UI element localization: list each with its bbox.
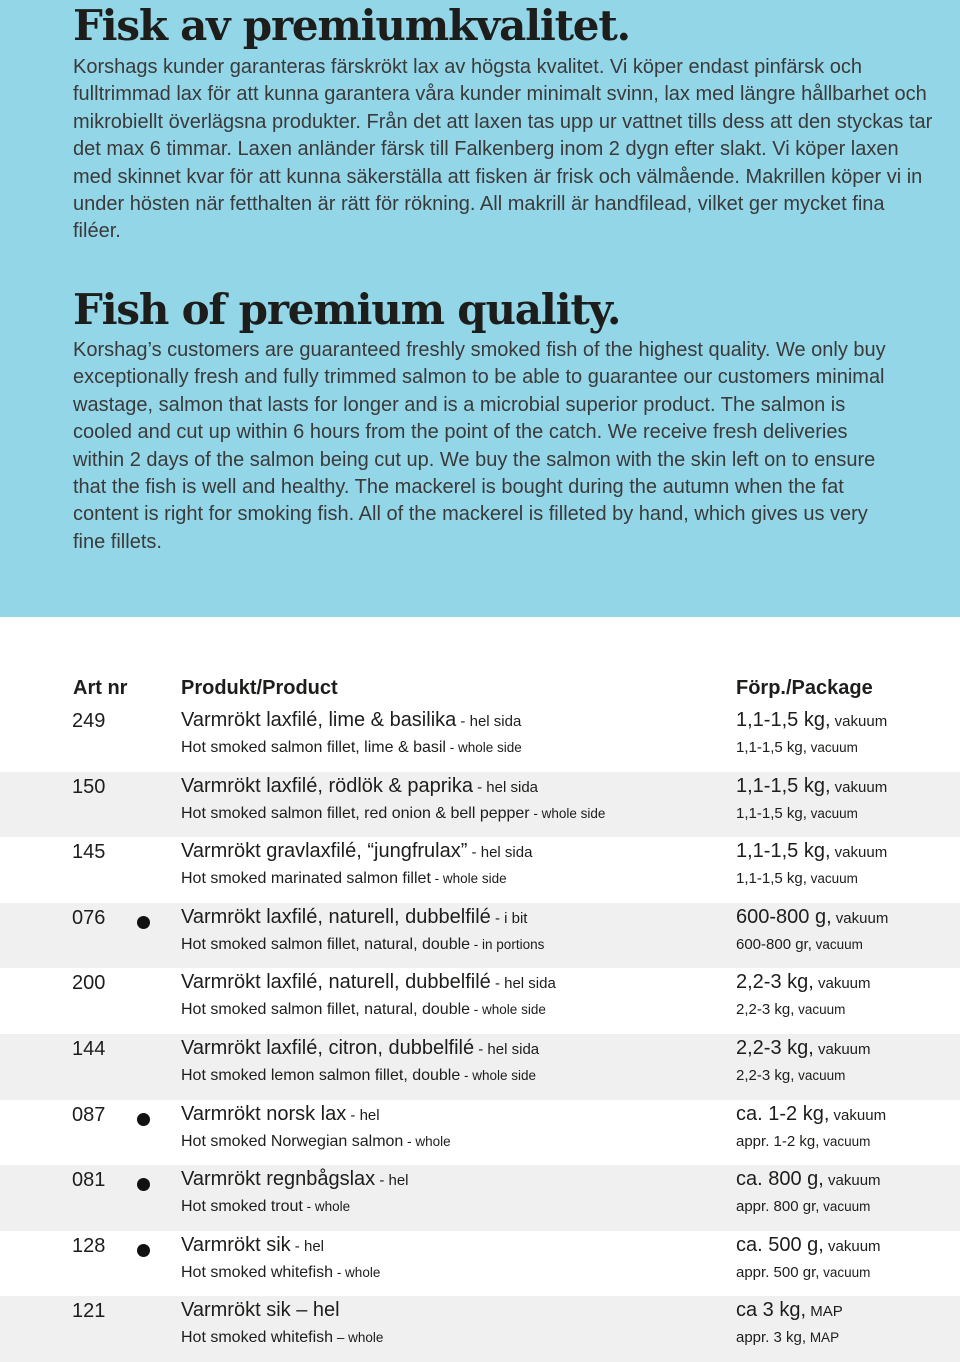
- product-name-en-main: Hot smoked whitefish: [181, 1263, 334, 1281]
- art-number: 145: [72, 841, 106, 864]
- product-name-en: [181, 1067, 536, 1085]
- package-en-suffix: vacuum: [794, 1002, 846, 1018]
- package-sv-suffix: vakuum: [813, 1040, 871, 1058]
- product-name-en: [181, 936, 544, 954]
- product-name-sv-main: Varmrökt norsk lax: [181, 1102, 347, 1125]
- package-sv-suffix: vakuum: [829, 1106, 887, 1124]
- product-name-sv-suffix: - hel sida: [474, 1040, 540, 1058]
- marker-dot-icon: [137, 916, 150, 929]
- product-name-sv-main: Varmrökt sik: [181, 1233, 291, 1256]
- package-sv-main: 1,1-1,5 kg,: [736, 840, 831, 863]
- package-sv-suffix: vakuum: [831, 909, 889, 927]
- table-body: [0, 706, 960, 1362]
- package-en-main: appr. 3 kg,: [736, 1329, 807, 1347]
- package-en: [736, 1264, 870, 1281]
- package-sv-main: 1,1-1,5 kg,: [736, 709, 831, 731]
- product-name-sv: [181, 840, 532, 863]
- package-en: [736, 805, 858, 822]
- product-name-en-suffix: - whole: [302, 1199, 351, 1215]
- marker-dot-icon: [137, 1178, 150, 1191]
- product-name-sv-main: Varmrökt regnbågslax: [181, 1168, 376, 1191]
- table-row: [0, 1100, 960, 1166]
- product-name-sv-main: Varmrökt gravlaxfilé, “jungfrulax”: [181, 840, 468, 863]
- product-name-sv-main: Varmrökt sik – hel: [181, 1299, 340, 1322]
- package-sv-suffix: vakuum: [830, 844, 888, 862]
- package-sv-main: ca. 800 g,: [736, 1168, 824, 1191]
- package-en-suffix: vacuum: [819, 1264, 871, 1280]
- package-en: [736, 739, 858, 756]
- package-sv-suffix: MAP: [806, 1303, 843, 1321]
- product-name-en: [181, 870, 507, 888]
- product-name-sv: [181, 1168, 409, 1191]
- product-name-en-main: Hot smoked salmon fillet, natural, double: [181, 1001, 471, 1019]
- package-sv-suffix: vakuum: [830, 713, 888, 730]
- package-en-suffix: vacuum: [819, 1199, 871, 1215]
- package-en-suffix: vacuum: [806, 871, 858, 887]
- product-name-en-suffix: - whole: [333, 1264, 381, 1280]
- product-name-en: [181, 739, 522, 757]
- product-name-sv: [181, 1103, 380, 1126]
- header-package: Förp./Package: [736, 677, 873, 699]
- product-name-en: [181, 1133, 451, 1151]
- package-sv-main: 1,1-1,5 kg,: [736, 774, 831, 797]
- package-sv: [736, 840, 887, 863]
- marker-dot-icon: [137, 1113, 150, 1126]
- package-sv-main: 2,2-3 kg,: [736, 971, 814, 994]
- art-number: 128: [72, 1234, 106, 1257]
- product-name-sv: [181, 775, 538, 798]
- package-sv-suffix: vakuum: [823, 1237, 881, 1255]
- table-row: [0, 903, 960, 969]
- package-sv-suffix: vakuum: [823, 1172, 881, 1190]
- art-number: 121: [72, 1300, 106, 1323]
- package-en-suffix: vacuum: [819, 1133, 871, 1149]
- package-en: [736, 870, 858, 887]
- art-number: 076: [72, 906, 106, 929]
- package-sv: [736, 1299, 843, 1322]
- package-en-main: appr. 500 gr,: [736, 1263, 820, 1281]
- product-table: [0, 673, 960, 1362]
- marker-dot-icon: [137, 1244, 150, 1257]
- table-row: [0, 837, 960, 903]
- package-sv: [736, 775, 887, 798]
- product-name-sv: [181, 971, 556, 994]
- art-number: 200: [72, 972, 106, 995]
- product-name-en-suffix: - whole side: [430, 871, 507, 887]
- product-name-sv-main: Varmrökt laxfilé, citron, dubbelfilé: [181, 1036, 475, 1059]
- package-en-suffix: vacuum: [806, 740, 858, 755]
- product-name-sv: [181, 1234, 324, 1257]
- package-en-suffix: vacuum: [794, 1067, 846, 1083]
- package-en: [736, 936, 863, 953]
- product-name-sv-main: Varmrökt laxfilé, rödlök & paprika: [181, 774, 473, 797]
- package-sv-main: ca. 1-2 kg,: [736, 1102, 830, 1125]
- package-sv: [736, 1234, 881, 1257]
- art-number: 087: [72, 1103, 106, 1126]
- product-name-sv-suffix: - hel sida: [467, 844, 533, 862]
- product-name-en-main: Hot smoked salmon fillet, lime & basil: [181, 739, 446, 756]
- product-name-en: [181, 1329, 383, 1347]
- package-sv-suffix: vakuum: [813, 975, 871, 993]
- package-sv-main: ca 3 kg,: [736, 1299, 807, 1322]
- product-name-en-suffix: - whole: [403, 1133, 451, 1149]
- package-sv-main: ca. 500 g,: [736, 1233, 824, 1256]
- product-name-en-suffix: - in portions: [470, 936, 545, 952]
- package-en: [736, 1329, 839, 1346]
- product-name-sv-suffix: - hel: [290, 1237, 324, 1255]
- package-en-suffix: MAP: [806, 1330, 840, 1346]
- product-name-sv: [181, 1037, 539, 1060]
- package-sv: [736, 1037, 871, 1060]
- english-paragraph: Korshag’s customers are guaranteed freshly smoked fish of the highest quality. We only buy exceptionally fresh and fully trimmed salmon to be able to guarantee our customers minimal wastage, salmon that lasts for longer and is a microbial superior product. The salmon is cooled and cut up within 6 hours from the point of the catch. We receive fresh deliveries within 2 days of the salmon being cut up. We buy the salmon with the skin left on to ensure that the fish is well and healthy. The mackerel is bought during the autumn when the fat content is right for smoking fish. All of the mackerel is filleted by hand, which gives us very fine fillets.: [73, 339, 886, 553]
- product-name-en: [181, 1264, 380, 1282]
- package-en: [736, 1133, 870, 1150]
- package-sv-main: 2,2-3 kg,: [736, 1036, 814, 1059]
- art-number: 249: [72, 710, 106, 732]
- package-en-main: 2,2-3 kg,: [736, 1001, 795, 1019]
- product-name-en: [181, 1001, 546, 1019]
- product-name-en-main: Hot smoked marinated salmon fillet: [181, 870, 431, 888]
- package-sv: [736, 971, 871, 994]
- header-art-nr: Art nr: [73, 677, 128, 699]
- product-name-sv: [181, 709, 521, 732]
- product-name-en-main: Hot smoked Norwegian salmon: [181, 1132, 404, 1150]
- table-row: [0, 1231, 960, 1297]
- package-en: [736, 1001, 845, 1018]
- product-name-sv-main: Varmrökt laxfilé, lime & basilika: [181, 709, 457, 731]
- english-heading: Fish of premium quality.: [73, 285, 621, 334]
- package-sv: [736, 1103, 886, 1126]
- product-name-en-suffix: – whole: [333, 1330, 384, 1346]
- table-row: [0, 1165, 960, 1231]
- package-sv-suffix: vakuum: [830, 778, 888, 796]
- product-name-sv-suffix: - hel: [375, 1172, 409, 1190]
- package-sv: [736, 1168, 881, 1191]
- product-name-en-main: Hot smoked salmon fillet, red onion & bell pepper: [181, 804, 530, 822]
- package-en-main: appr. 800 gr,: [736, 1198, 820, 1216]
- product-name-en-main: Hot smoked trout: [181, 1198, 303, 1216]
- package-en-suffix: vacuum: [806, 805, 858, 821]
- intro-panel: [0, 0, 960, 617]
- product-name-sv-suffix: - hel sida: [490, 975, 556, 993]
- table-row: [0, 706, 960, 772]
- product-name-sv: [181, 1299, 340, 1322]
- product-name-en-main: Hot smoked whitefish: [181, 1329, 334, 1347]
- product-name-en: [181, 805, 605, 823]
- package-en: [736, 1067, 845, 1084]
- table-row: [0, 772, 960, 838]
- package-en: [736, 1198, 870, 1215]
- package-en-main: appr. 1-2 kg,: [736, 1132, 820, 1150]
- package-en-main: 1,1-1,5 kg,: [736, 739, 807, 756]
- product-name-sv-suffix: - hel: [346, 1106, 380, 1124]
- table-row: [0, 968, 960, 1034]
- product-name-sv: [181, 906, 527, 929]
- package-en-main: 600-800 gr,: [736, 935, 812, 953]
- product-name-sv-main: Varmrökt laxfilé, naturell, dubbelfilé: [181, 971, 491, 994]
- table-row: [0, 1296, 960, 1362]
- swedish-paragraph: Korshags kunder garanteras färskrökt lax av högsta kvalitet. Vi köper endast pinfärsk och fulltrimmad lax för att kunna garantera våra kunder minimalt svinn, lax med längre hållbarhet och mikrobiellt överlägsna produkter. Från det att laxen tas upp ur vattnet tills dess att den styckas tar det max 6 timmar. Laxen anländer färsk till Falkenberg inom 2 dygn efter slakt. Vi köper laxen med skinnet kvar för att kunna säkerställa att fisken är frisk och välmående. Makrillen köper vi in under hösten när fetthalten är rätt för rökning. All makrill är handfilead, vilket ger mycket fina filéer.: [73, 56, 933, 243]
- table-header: [0, 673, 960, 706]
- package-sv-main: 600-800 g,: [736, 905, 832, 928]
- package-en-suffix: vacuum: [811, 936, 863, 952]
- package-sv: [736, 906, 888, 929]
- art-number: 081: [72, 1169, 106, 1192]
- product-name-sv-suffix: - i bit: [490, 909, 528, 927]
- product-name-en-suffix: - whole side: [470, 1002, 546, 1018]
- header-product: Produkt/Product: [181, 677, 338, 699]
- product-name-en-suffix: - whole side: [529, 805, 606, 821]
- product-name-sv-suffix: - hel sida: [472, 778, 539, 796]
- product-name-en-main: Hot smoked lemon salmon fillet, double: [181, 1066, 461, 1084]
- table-row: [0, 1034, 960, 1100]
- package-sv: [736, 709, 887, 732]
- product-name-sv-suffix: - hel sida: [456, 713, 522, 730]
- swedish-heading: Fisk av premiumkvalitet.: [73, 1, 630, 50]
- product-name-en-suffix: - whole side: [445, 740, 522, 755]
- product-name-en-suffix: - whole side: [460, 1067, 537, 1083]
- art-number: 150: [72, 775, 106, 798]
- product-name-sv-main: Varmrökt laxfilé, naturell, dubbelfilé: [181, 905, 491, 928]
- package-en-main: 1,1-1,5 kg,: [736, 804, 807, 822]
- package-en-main: 1,1-1,5 kg,: [736, 870, 807, 888]
- art-number: 144: [72, 1037, 106, 1060]
- product-name-en: [181, 1198, 350, 1216]
- package-en-main: 2,2-3 kg,: [736, 1066, 795, 1084]
- product-name-en-main: Hot smoked salmon fillet, natural, double: [181, 935, 471, 953]
